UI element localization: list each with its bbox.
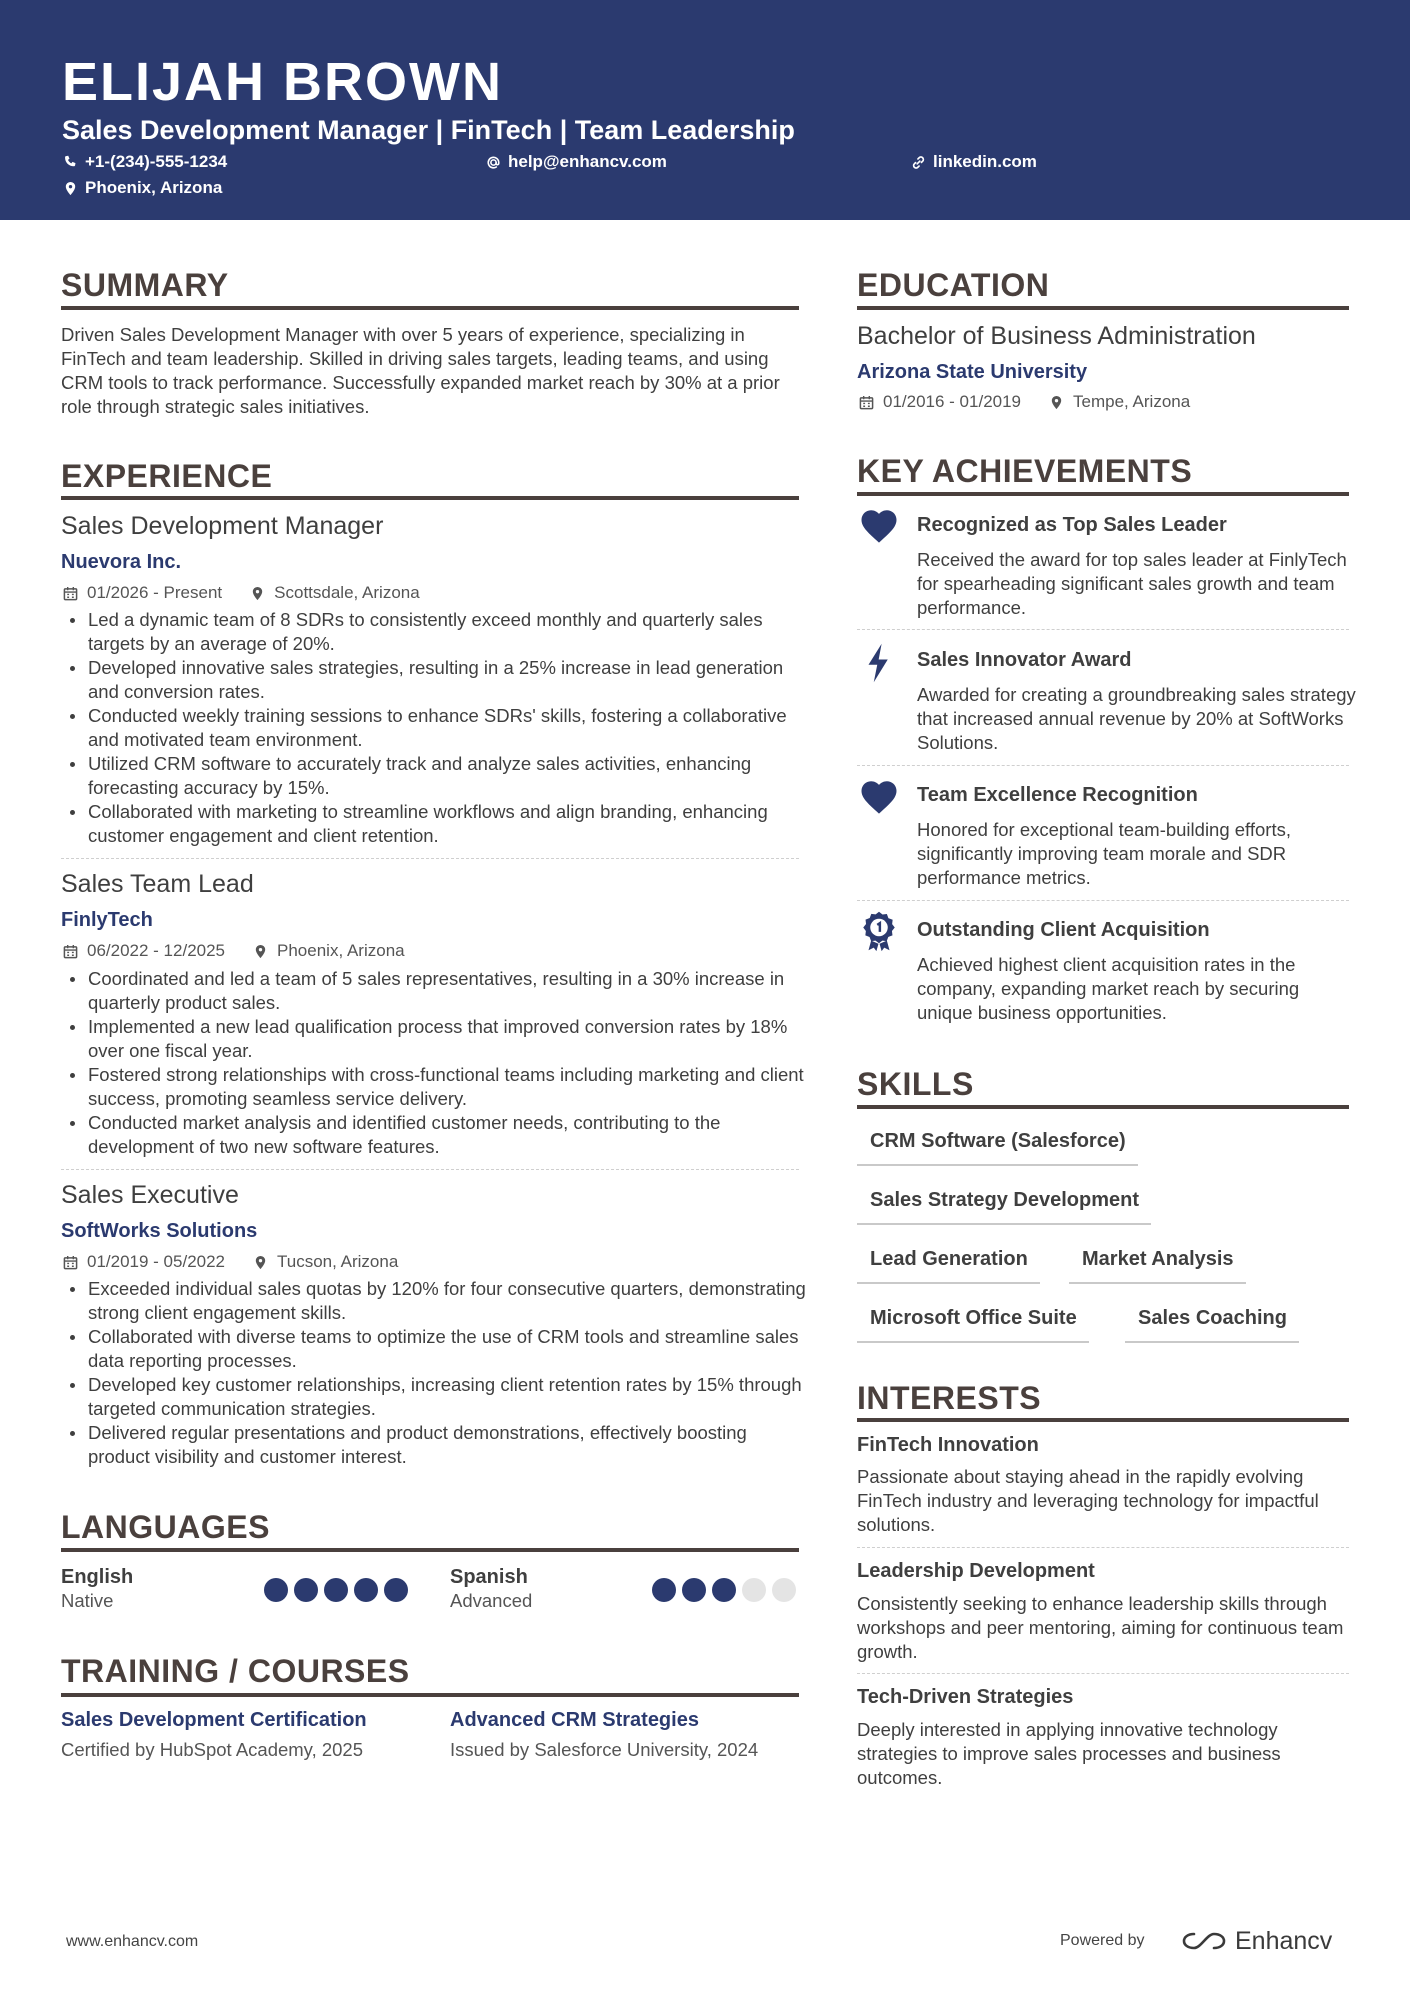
job-bullet: Developed key customer relationships, increasing client retention rates by 15% through targeted communication strategies. xyxy=(61,1373,811,1421)
rating-dot xyxy=(712,1578,736,1602)
location-text: Phoenix, Arizona xyxy=(85,178,223,197)
enhancv-logo-text: Enhancv xyxy=(1235,1927,1333,1955)
phone-icon xyxy=(63,155,78,170)
job-bullet: Utilized CRM software to accurately track and analyze sales activities, enhancing forecasting accuracy by 15%. xyxy=(61,752,811,800)
location-pin-icon xyxy=(1049,395,1064,410)
calendar-icon xyxy=(63,1255,78,1270)
rating-dot xyxy=(324,1578,348,1602)
course-issuer: Certified by HubSpot Academy, 2025 xyxy=(61,1739,363,1760)
calendar-icon xyxy=(63,586,78,601)
divider xyxy=(857,1673,1349,1674)
interest-title: FinTech Innovation xyxy=(857,1434,1039,1456)
job-title: Sales Team Lead xyxy=(61,870,254,898)
job-location: Scottsdale, Arizona xyxy=(274,583,420,602)
job-location: Phoenix, Arizona xyxy=(277,941,405,960)
education-meta xyxy=(859,391,1190,413)
candidate-name: ELIJAH BROWN xyxy=(62,52,503,112)
education-heading: EDUCATION xyxy=(857,267,1050,303)
location-pin-icon xyxy=(253,944,268,959)
lightning-icon xyxy=(858,642,900,684)
heart-icon xyxy=(858,776,900,818)
job-dates: 06/2022 - 12/2025 xyxy=(87,941,226,960)
location-pin-icon xyxy=(250,586,265,601)
job-bullet: Collaborated with marketing to streamline workflows and align branding, enhancing customer engagement and client retention. xyxy=(61,800,811,848)
job-bullet: Fostered strong relationships with cross-functional teams including marketing and client success, promoting seamless service delivery. xyxy=(61,1063,811,1111)
contact-email xyxy=(486,151,667,173)
education-degree: Bachelor of Business Administration xyxy=(857,322,1256,350)
job-dates: 01/2019 - 05/2022 xyxy=(87,1252,226,1271)
summary-rule xyxy=(61,306,799,310)
footer-powered-by: Powered by xyxy=(1060,1932,1145,1949)
job-company: Nuevora Inc. xyxy=(61,551,182,573)
language-level: Advanced xyxy=(450,1590,533,1611)
location-pin-icon xyxy=(63,181,78,196)
header xyxy=(0,0,1410,220)
rating-dot xyxy=(264,1578,288,1602)
skill-tag: Microsoft Office Suite xyxy=(857,1305,1089,1343)
at-icon xyxy=(486,155,501,170)
rating-dot xyxy=(354,1578,378,1602)
location-pin-icon xyxy=(253,1255,268,1270)
enhancv-logo[interactable] xyxy=(1180,1922,1340,1960)
interest-text: Consistently seeking to enhance leadership skills through workshops and peer mentoring, aiming for continuous team growth. xyxy=(857,1593,1344,1662)
contact-location xyxy=(63,177,222,199)
achievement-title: Team Excellence Recognition xyxy=(917,784,1198,806)
training-heading: TRAINING / COURSES xyxy=(61,1653,410,1689)
candidate-title: Sales Development Manager | FinTech | Team Leadership xyxy=(62,115,795,145)
job-bullet: Collaborated with diverse teams to optimize the use of CRM tools and streamline sales data reporting processes. xyxy=(61,1325,811,1373)
job-bullet: Conducted weekly training sessions to enhance SDRs' skills, fostering a collaborative and motivated team environment. xyxy=(61,704,811,752)
achievement-title: Sales Innovator Award xyxy=(917,649,1132,671)
skill-tag: CRM Software (Salesforce) xyxy=(857,1128,1138,1166)
calendar-icon xyxy=(859,395,874,410)
skills-rule xyxy=(857,1105,1349,1109)
job-company: FinlyTech xyxy=(61,909,153,931)
divider xyxy=(857,1547,1349,1548)
rating-dot xyxy=(652,1578,676,1602)
rating-dot xyxy=(742,1578,766,1602)
interest-title: Leadership Development xyxy=(857,1560,1095,1582)
achievements-rule xyxy=(857,492,1349,496)
job-bullets xyxy=(61,967,811,1159)
job-bullet: Delivered regular presentations and product demonstrations, effectively boosting product visibility and customer interest. xyxy=(61,1421,811,1469)
job-title: Sales Executive xyxy=(61,1181,239,1209)
heart-icon xyxy=(858,505,900,547)
job-bullet: Developed innovative sales strategies, resulting in a 25% increase in lead generation and conversion rates. xyxy=(61,656,811,704)
linkedin-text[interactable]: linkedin.com xyxy=(933,152,1037,171)
rating-dot xyxy=(384,1578,408,1602)
course-title: Sales Development Certification xyxy=(61,1709,367,1731)
language-name: Spanish xyxy=(450,1566,528,1588)
interests-heading: INTERESTS xyxy=(857,1380,1042,1416)
interest-title: Tech-Driven Strategies xyxy=(857,1686,1074,1708)
achievements-heading: KEY ACHIEVEMENTS xyxy=(857,453,1193,489)
job-bullet: Coordinated and led a team of 5 sales representatives, resulting in a 30% increase in quarterly product sales. xyxy=(61,967,811,1015)
interest-text: Passionate about staying ahead in the rapidly evolving FinTech industry and leveraging technology for impactful solutions. xyxy=(857,1466,1319,1535)
language-level: Native xyxy=(61,1590,114,1611)
achievement-text: Honored for exceptional team-building efforts, significantly improving team morale and SDR performance metrics. xyxy=(917,819,1291,888)
achievement-text: Received the award for top sales leader at FinlyTech for spearheading significant sales growth and team performance. xyxy=(917,549,1347,618)
divider xyxy=(857,900,1349,901)
contact-linkedin xyxy=(911,151,1037,173)
job-bullet: Exceeded individual sales quotas by 120% for four consecutive quarters, demonstrating strong client engagement skills. xyxy=(61,1277,811,1325)
divider xyxy=(61,858,799,859)
rating-dot xyxy=(772,1578,796,1602)
languages-rule xyxy=(61,1548,799,1552)
job-company: SoftWorks Solutions xyxy=(61,1220,258,1242)
language-rating xyxy=(652,1578,802,1602)
interest-text: Deeply interested in applying innovative technology strategies to improve sales processes and business outcomes. xyxy=(857,1719,1281,1788)
rating-dot xyxy=(294,1578,318,1602)
education-school: Arizona State University xyxy=(857,361,1088,383)
summary-text: Driven Sales Development Manager with over 5 years of experience, specializing in FinTech and team leadership. Skilled in driving sales targets, leading teams, and using CRM tools to track performance. Successfully expanded market reach by 30% at a prior role through strategic sales initiatives. xyxy=(61,324,780,417)
phone-text[interactable]: +1-(234)-555-1234 xyxy=(85,152,228,171)
education-rule xyxy=(857,306,1349,310)
skill-tag: Lead Generation xyxy=(857,1246,1040,1284)
job-title: Sales Development Manager xyxy=(61,512,384,540)
achievement-text: Awarded for creating a groundbreaking sales strategy that increased annual revenue by 20% at SoftWorks Solutions. xyxy=(917,684,1356,753)
job-meta xyxy=(63,582,420,604)
job-location: Tucson, Arizona xyxy=(277,1252,399,1271)
job-bullets xyxy=(61,608,811,848)
job-bullet: Led a dynamic team of 8 SDRs to consistently exceed monthly and quarterly sales targets by an average of 20%. xyxy=(61,608,811,656)
rating-dot xyxy=(682,1578,706,1602)
course-issuer: Issued by Salesforce University, 2024 xyxy=(450,1739,759,1760)
interests-rule xyxy=(857,1418,1349,1422)
skill-tag: Market Analysis xyxy=(1069,1246,1246,1284)
skills-heading: SKILLS xyxy=(857,1066,974,1102)
languages-heading: LANGUAGES xyxy=(61,1509,270,1545)
job-meta xyxy=(63,1251,398,1273)
education-location: Tempe, Arizona xyxy=(1073,392,1191,411)
calendar-icon xyxy=(63,944,78,959)
contact-phone xyxy=(63,151,227,173)
award-ribbon-icon xyxy=(858,910,900,952)
divider xyxy=(61,1169,799,1170)
divider xyxy=(857,765,1349,766)
job-dates: 01/2026 - Present xyxy=(87,583,223,602)
experience-rule xyxy=(61,496,799,500)
language-name: English xyxy=(61,1566,134,1588)
skill-tag: Sales Coaching xyxy=(1125,1305,1299,1343)
training-rule xyxy=(61,1693,799,1697)
divider xyxy=(857,629,1349,630)
footer-website[interactable]: www.enhancv.com xyxy=(66,1933,199,1950)
achievement-title: Outstanding Client Acquisition xyxy=(917,919,1210,941)
experience-heading: EXPERIENCE xyxy=(61,458,273,494)
achievement-text: Achieved highest client acquisition rates in the company, expanding market reach by securing unique business opportunities. xyxy=(917,954,1300,1023)
course-title: Advanced CRM Strategies xyxy=(450,1709,699,1731)
education-dates: 01/2016 - 01/2019 xyxy=(883,392,1022,411)
link-icon xyxy=(911,155,926,170)
job-bullet: Conducted market analysis and identified customer needs, contributing to the development of two new software features. xyxy=(61,1111,811,1159)
job-meta xyxy=(63,940,405,962)
skill-tag: Sales Strategy Development xyxy=(857,1187,1151,1225)
email-text[interactable]: help@enhancv.com xyxy=(508,152,667,171)
language-rating xyxy=(264,1578,414,1602)
job-bullets xyxy=(61,1277,811,1469)
achievement-title: Recognized as Top Sales Leader xyxy=(917,514,1227,536)
enhancv-logo-icon xyxy=(1180,1928,1228,1954)
summary-heading: SUMMARY xyxy=(61,267,229,303)
job-bullet: Implemented a new lead qualification process that improved conversion rates by 18% over one fiscal year. xyxy=(61,1015,811,1063)
